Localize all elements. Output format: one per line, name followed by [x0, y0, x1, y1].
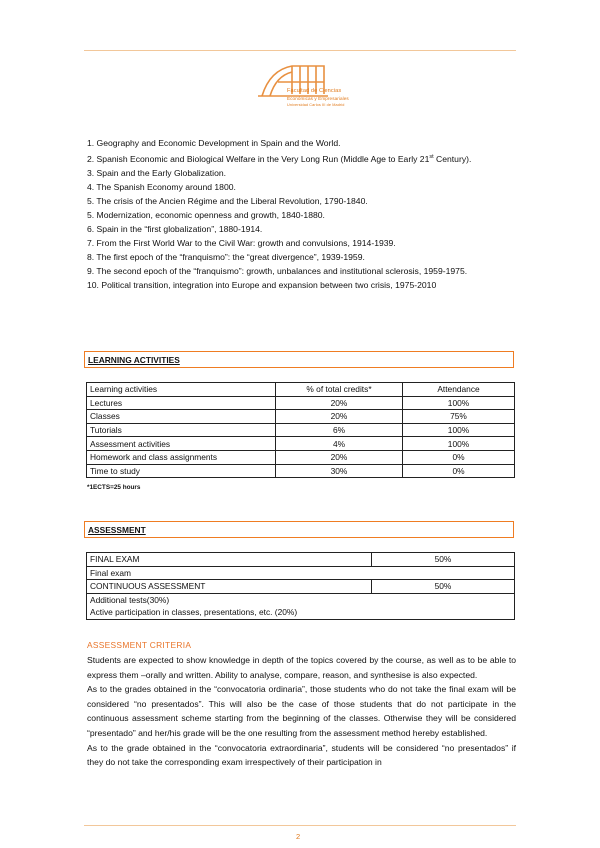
- table-cell: 0%: [403, 450, 515, 464]
- table-row: [87, 396, 515, 410]
- table-cell: Tutorials: [87, 423, 276, 437]
- topic-item: 9. The second epoch of the “franquismo”: growth, unbalances and institutional sclerosis, 1959-1975.: [87, 266, 468, 276]
- topic-item: 10. Political transition, integration into Europe and expansion between two crisis, 1975-2010: [87, 280, 437, 290]
- logo-line3: Universidad Carlos III de Madrid: [287, 103, 345, 107]
- table-cell: Lectures: [87, 396, 276, 410]
- topic-item: 3. Spain and the Early Globalization.: [87, 168, 227, 178]
- final-exam-detail: Final exam: [87, 566, 515, 580]
- table-cell: Time to study: [87, 464, 276, 478]
- page-number: 2: [296, 832, 301, 841]
- paragraph: As to the grades obtained in the “convocatoria ordinaria”, those students who do not take the final exam will be considered “no presentados”. This will also be the case of those students that do not participate in the continuous assessment scheme starting from the beginning of the classes. Otherwise they will be considered “presentado” and her/his grade will be the one resulting from the assessment method hereby established.: [87, 684, 516, 738]
- assessment-table: [86, 552, 515, 620]
- table-row: [87, 580, 515, 594]
- logo-line2: Económicas y Empresariales: [287, 96, 349, 101]
- table-row: [87, 566, 515, 580]
- learning-activities-table: [86, 382, 515, 478]
- detail-line: Active participation in classes, presentations, etc. (20%): [90, 607, 298, 618]
- final-exam-label: FINAL EXAM: [87, 553, 372, 567]
- topic-item: 6. Spain in the “first globalization”, 1880-1914.: [87, 224, 263, 234]
- table-cell: 100%: [403, 437, 515, 451]
- paragraph: Students are expected to show knowledge in depth of the topics covered by the course, as well as to be able to express them –orally and written. Ability to analyse, compare, reason, and synthesise is also expected.: [87, 655, 516, 680]
- topic-item: 5. Modernization, economic openness and growth, 1840-1880.: [87, 210, 325, 220]
- table-header-row: [87, 383, 515, 397]
- table-cell: 20%: [276, 450, 403, 464]
- assessment-criteria-heading: ASSESSMENT CRITERIA: [87, 640, 192, 650]
- table-cell: Classes: [87, 410, 276, 424]
- table-cell: 100%: [403, 423, 515, 437]
- table-row: [87, 464, 515, 478]
- continuous-assessment-value: 50%: [372, 580, 515, 594]
- table-row: [87, 410, 515, 424]
- footer-rule: [84, 825, 516, 826]
- table-header-cell: Attendance: [403, 383, 515, 397]
- criteria-body: [87, 653, 516, 770]
- table-cell: 6%: [276, 423, 403, 437]
- table-cell: 0%: [403, 464, 515, 478]
- final-exam-value: 50%: [372, 553, 515, 567]
- paragraph: As to the grade obtained in the “convocatoria extraordinaria”, students will be considered “no presentados” if they do not take the corresponding exam irrespectively of their participation in: [87, 742, 516, 768]
- topic-item-continuation: Century).: [436, 154, 472, 164]
- table-cell: 20%: [276, 396, 403, 410]
- table-header-cell: % of total credits*: [276, 383, 403, 397]
- table-row: [87, 423, 515, 437]
- continuous-assessment-label: CONTINUOUS ASSESSMENT: [87, 580, 372, 594]
- topics-list: [87, 136, 516, 292]
- topic-item: 4. The Spanish Economy around 1800.: [87, 182, 236, 192]
- table-cell: 30%: [276, 464, 403, 478]
- logo-line1: Facultad de Ciencias: [287, 88, 342, 94]
- topic-item: 5. The crisis of the Ancien Régime and the Liberal Revolution, 1790-1840.: [87, 196, 368, 206]
- topic-item: 8. The first epoch of the “franquismo”: the “great divergence”, 1939-1959.: [87, 252, 365, 262]
- assessment-heading: ASSESSMENT: [84, 521, 514, 538]
- table-header-cell: Learning activities: [87, 383, 276, 397]
- table-row: [87, 450, 515, 464]
- ects-footnote: *1ECTS=25 hours: [87, 484, 141, 491]
- table-cell: 75%: [403, 410, 515, 424]
- table-cell: 100%: [403, 396, 515, 410]
- header-rule: [84, 50, 516, 51]
- table-cell: Assessment activities: [87, 437, 276, 451]
- topic-item: 1. Geography and Economic Development in Spain and the World.: [87, 138, 341, 148]
- table-row: [87, 593, 515, 619]
- table-row: [87, 553, 515, 567]
- topic-item: 7. From the First World War to the Civil War: growth and convulsions, 1914-1939.: [87, 238, 396, 248]
- detail-line: Additional tests(30%): [90, 594, 170, 605]
- faculty-logo: [252, 56, 348, 116]
- table-cell: Homework and class assignments: [87, 450, 276, 464]
- learning-activities-heading: LEARNING ACTIVITIES: [84, 351, 514, 368]
- continuous-assessment-detail: [87, 593, 515, 619]
- table-cell: 4%: [276, 437, 403, 451]
- topic-superscript: st: [429, 154, 434, 160]
- table-cell: 20%: [276, 410, 403, 424]
- table-row: [87, 437, 515, 451]
- topic-item: 2. Spanish Economic and Biological Welfare in the Very Long Run (Middle Age to Early 21st Century).: [87, 154, 472, 164]
